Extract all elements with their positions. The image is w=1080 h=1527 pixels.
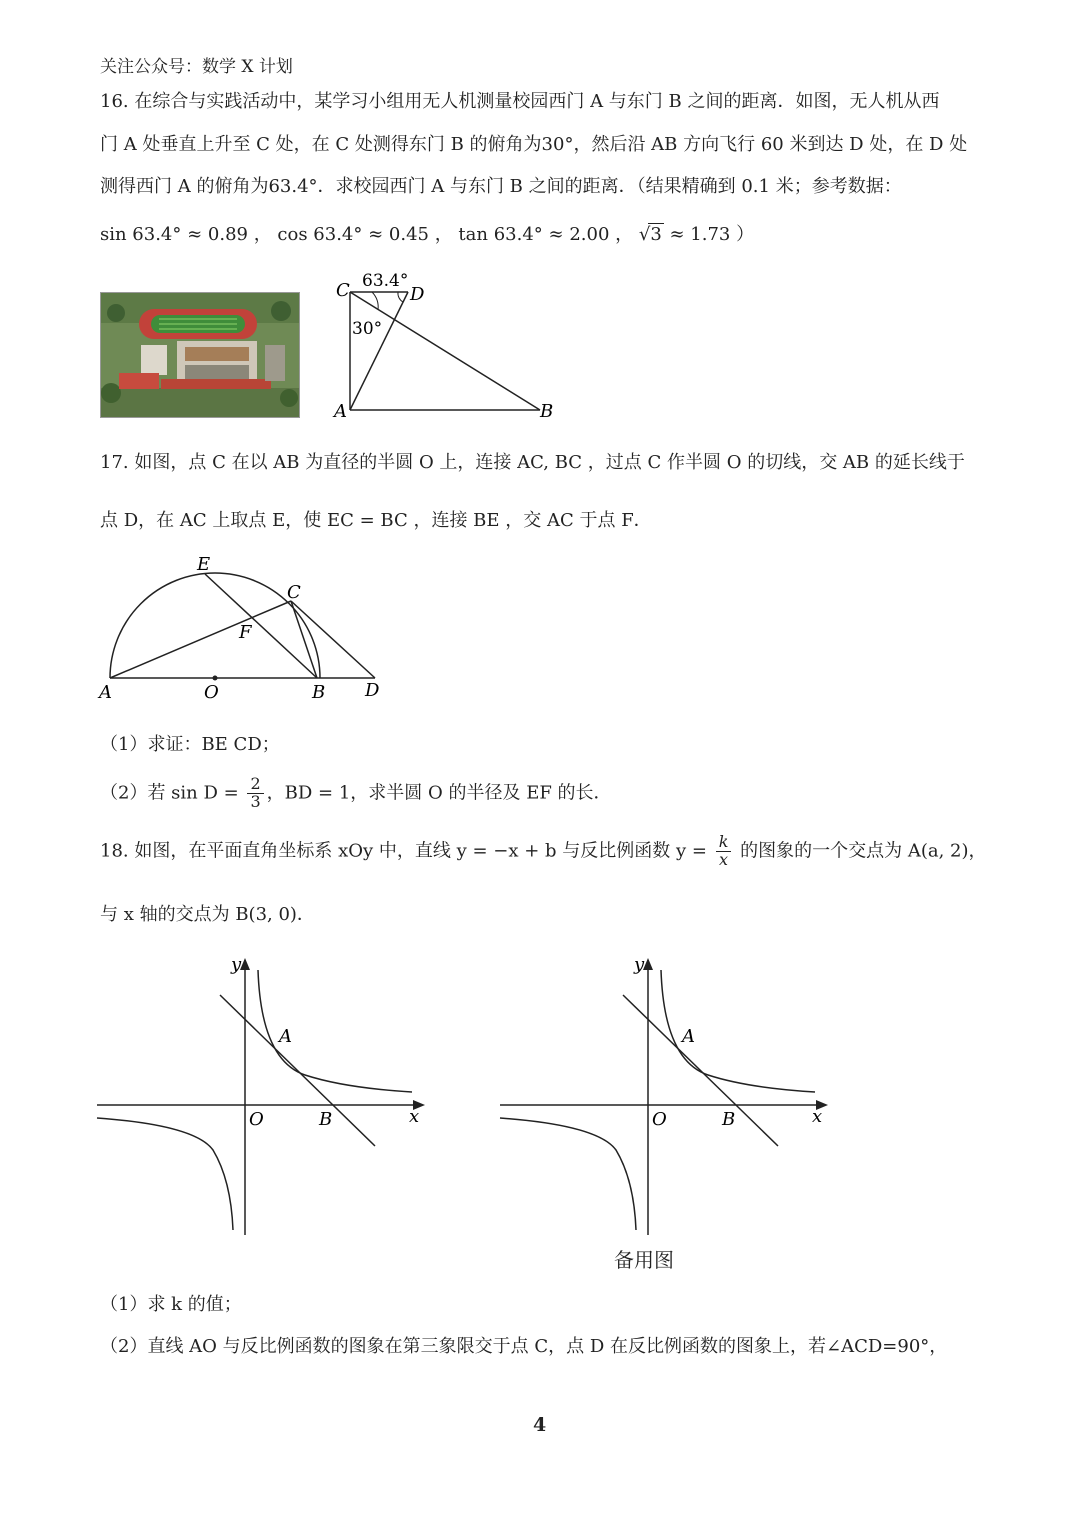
- label-b: B: [540, 401, 554, 422]
- label-c: C: [287, 582, 301, 603]
- label-a: A: [682, 1026, 695, 1047]
- q18-line-1-end: 的图象的一个交点为 A(a, 2)，: [734, 840, 987, 862]
- q17-line-1: 17. 如图，点 C 在以 AB 为直径的半圆 O 上，连接 AC, BC ，过点 C 作半圆 O 的切线，交 AB 的延长线于: [100, 452, 965, 473]
- label-f: F: [239, 622, 252, 643]
- q18-graph-main: [95, 950, 435, 1240]
- fraction-two-thirds: [247, 776, 263, 811]
- q16-reference-data: [100, 220, 754, 246]
- page-number: 4: [533, 1414, 547, 1436]
- label-a: A: [334, 401, 347, 422]
- q16-line-2: 门 A 处垂直上升至 C 处，在 C 处测得东门 B 的俯角为30°，然后沿 AB 方向飞行 60 米到达 D 处，在 D 处: [100, 134, 968, 155]
- q17-part-2-end: ，BD = 1，求半圆 O 的半径及 EF 的长．: [266, 782, 612, 804]
- label-b: B: [319, 1109, 333, 1130]
- label-c: C: [336, 280, 350, 301]
- q16-line-3: 测得西门 A 的俯角为63.4°．求校园西门 A 与东门 B 之间的距离．（结果精确到 0.1 米；参考数据：: [100, 176, 902, 197]
- label-angle-634: 63.4°: [362, 271, 409, 291]
- fraction-k-over-x: [716, 834, 732, 869]
- header-note: 关注公众号：数学 X 计划: [100, 57, 293, 77]
- q16-ref-trig: sin 63.4° ≈ 0.89 ， cos 63.4° ≈ 0.45 ， tan 63.4° ≈ 2.00 ，: [100, 224, 639, 245]
- line-y-neg-x-plus-b: [220, 995, 375, 1146]
- label-x: x: [812, 1106, 823, 1127]
- fraction-denominator: 3: [250, 791, 261, 811]
- q18-line-1-start: 18. 如图，在平面直角坐标系 xOy 中，直线 y = −x + b 与反比例函数 y =: [100, 840, 713, 862]
- label-a: A: [279, 1026, 292, 1047]
- label-o: O: [652, 1109, 667, 1130]
- q17-part-2: [100, 776, 612, 811]
- q17-semicircle-figure: [95, 550, 395, 705]
- label-e: E: [197, 554, 211, 575]
- fraction-numerator: 2: [247, 776, 263, 794]
- q18-line-2: 与 x 轴的交点为 B(3, 0)．: [100, 904, 315, 925]
- label-d: D: [410, 284, 425, 305]
- q18-part-2: （2）直线 AO 与反比例函数的图象在第三象限交于点 C，点 D 在反比例函数的图象上，若∠ACD=90°，: [100, 1336, 948, 1357]
- q16-ref-sqrt-value: ≈ 1.73 ）: [663, 224, 755, 245]
- segment-ac: [110, 601, 291, 678]
- fraction-denominator: x: [719, 849, 729, 869]
- q17-part-1: （1）求证：BE CD；: [100, 734, 280, 755]
- label-a: A: [99, 682, 112, 703]
- hyperbola-branch-3: [97, 1118, 233, 1230]
- line-y-neg-x-plus-b: [623, 995, 778, 1146]
- q16-ref-sqrt-arg: 3: [650, 224, 662, 245]
- label-o: O: [204, 682, 219, 703]
- q18-part-1: （1）求 k 的值；: [100, 1294, 242, 1315]
- label-b: B: [722, 1109, 736, 1130]
- label-b: B: [312, 682, 326, 703]
- q18-graph-spare: [498, 950, 838, 1240]
- y-axis-arrow: [240, 958, 250, 970]
- label-y: y: [231, 954, 242, 975]
- campus-aerial-photo: [100, 292, 300, 418]
- label-d: D: [365, 680, 380, 701]
- fraction-numerator: k: [716, 834, 732, 852]
- q16-triangle-figure: [320, 262, 570, 424]
- angle-634-arc: [398, 292, 403, 302]
- label-x: x: [409, 1106, 420, 1127]
- q18-line-1: [100, 834, 987, 869]
- y-axis-arrow: [643, 958, 653, 970]
- label-o: O: [249, 1109, 264, 1130]
- hyperbola-branch-3: [500, 1118, 636, 1230]
- q17-part-2-start: （2）若 sin D =: [100, 782, 245, 804]
- spare-figure-caption: 备用图: [614, 1248, 674, 1272]
- label-angle-30: 30°: [352, 319, 383, 339]
- label-y: y: [634, 954, 645, 975]
- q16-line-1: 16. 在综合与实践活动中，某学习小组用无人机测量校园西门 A 与东门 B 之间的距离．如图，无人机从西: [100, 91, 940, 112]
- sqrt-symbol: √: [638, 224, 651, 245]
- center-o-dot: [213, 676, 218, 681]
- q17-line-2: 点 D，在 AC 上取点 E，使 EC = BC ，连接 BE ，交 AC 于点 F．: [100, 510, 652, 531]
